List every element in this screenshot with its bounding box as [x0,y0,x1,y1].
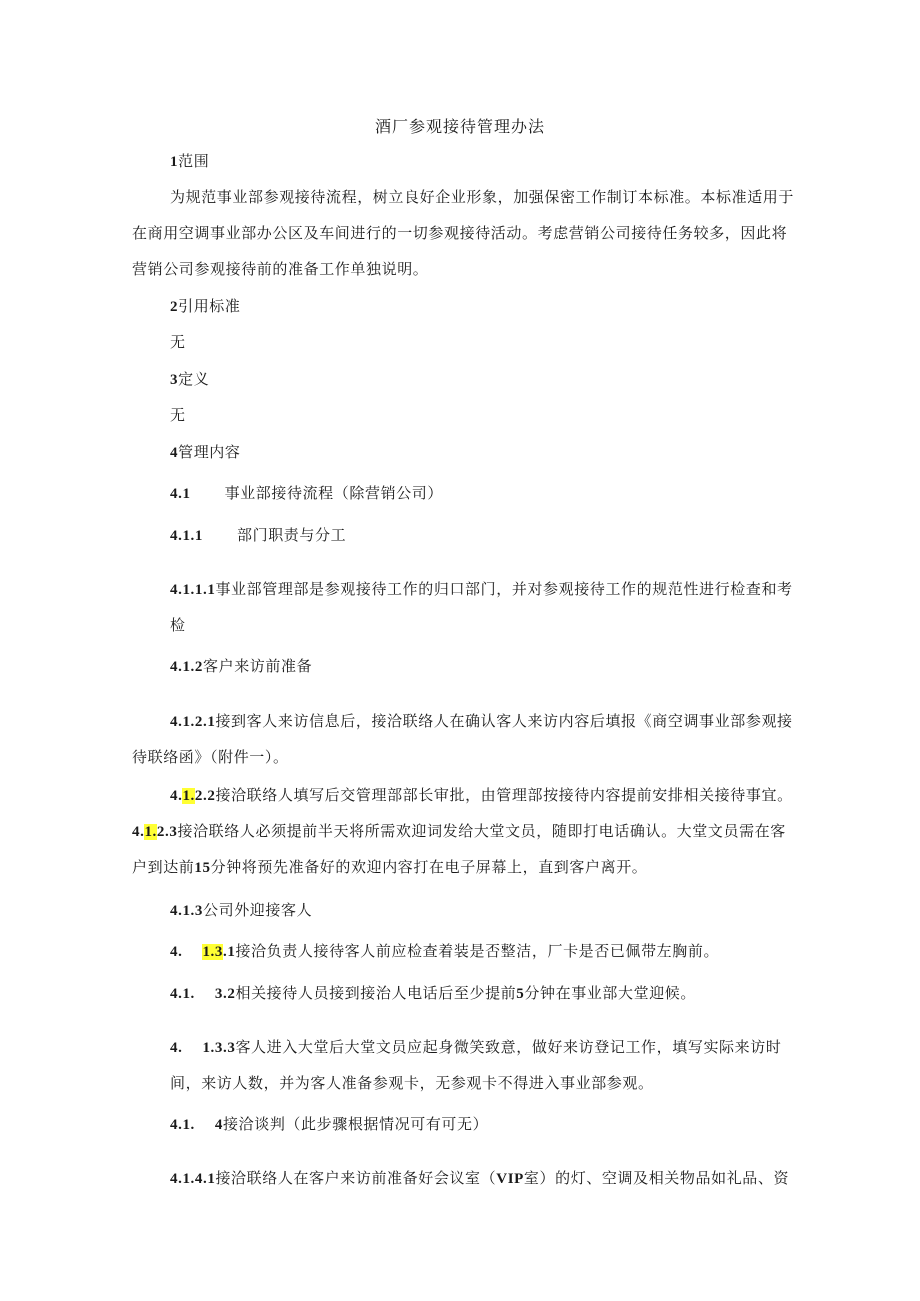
section-4-1-1-1-line-1: 4.1.1.1事业部管理部是参观接待工作的归口部门，并对参观接待工作的规范性进行检查和考 [170,580,793,598]
section-1-paragraph-line-3: 营销公司参观接待前的准备工作单独说明。 [132,260,429,278]
section-4-1-4-heading: 4.1. 4接洽谈判（此步骤根据情况可有可无） [170,1115,489,1133]
section-4-1-2-1-line-1: 4.1.2.1接到客人来访信息后，接洽联络人在确认客人来访内容后填报《商空调事业部参观接 [170,712,793,730]
section-4-1-3-3-line-1: 4. 1.3.3客人进入大堂后大堂文员应起身微笑致意，做好来访登记工作，填写实际来访时 [170,1038,782,1056]
section-4-1-2-1-line-2: 待联络函》（附件一）。 [132,748,289,766]
section-4-1-1-1-line-2: 检 [170,616,186,634]
highlight-mark: 1. [182,788,195,804]
section-4-1-3-1: 4. 1.3.1接洽负责人接待客人前应检查着装是否整洁，厂卡是否已佩带左胸前。 [170,942,720,960]
section-1-paragraph-line-2: 在商用空调事业部办公区及车间进行的一切参观接待活动。考虑营销公司接待任务较多，因此将 [132,224,788,242]
section-4-1-2-heading: 4.1.2客户来访前准备 [170,657,313,675]
section-4-1-4-1-line-1: 4.1.4.1接洽联络人在客户来访前准备好会议室（VIP室）的灯、空调及相关物品如礼品、资 [170,1169,790,1187]
section-4-1-2-3-line-2: 户到达前15分钟将预先准备好的欢迎内容打在电子屏幕上，直到客户离开。 [132,858,648,876]
section-3-heading: 3定义 [170,370,210,388]
section-4-1-3-heading: 4.1.3公司外迎接客人 [170,901,313,919]
section-1-heading: 1范围 [170,152,210,170]
section-4-1-heading: 4.1 事业部接待流程（除营销公司） [170,484,443,502]
section-2-heading: 2引用标准 [170,297,241,315]
section-4-1-1-heading: 4.1.1 部门职责与分工 [170,526,347,544]
highlight-mark: 1. [144,824,157,840]
section-4-1-3-3-line-2: 间，来访人数，并为客人准备参观卡，无参观卡不得进入事业部参观。 [170,1074,654,1092]
section-4-heading: 4管理内容 [170,443,241,461]
section-4-1-2-3-line-1: 4.1.2.3接洽联络人必须提前半天将所需欢迎词发给大堂文员，随即打电话确认。大堂文员需在客 [132,822,786,840]
document-title: 酒厂参观接待管理办法 [374,117,545,136]
section-4-1-3-2: 4.1. 3.2相关接待人员接到接治人电话后至少提前5分钟在事业部大堂迎候。 [170,984,696,1002]
section-1-paragraph-line-1: 为规范事业部参观接待流程，树立良好企业形象，加强保密工作制订本标准。本标准适用于 [170,188,795,206]
section-4-1-2-2: 4.1.2.2接洽联络人填写后交管理部部长审批，由管理部按接待内容提前安排相关接待事宜。 [170,786,793,804]
section-3-body: 无 [170,406,186,424]
highlight-mark: 1.3 [202,944,224,960]
section-2-body: 无 [170,333,186,351]
